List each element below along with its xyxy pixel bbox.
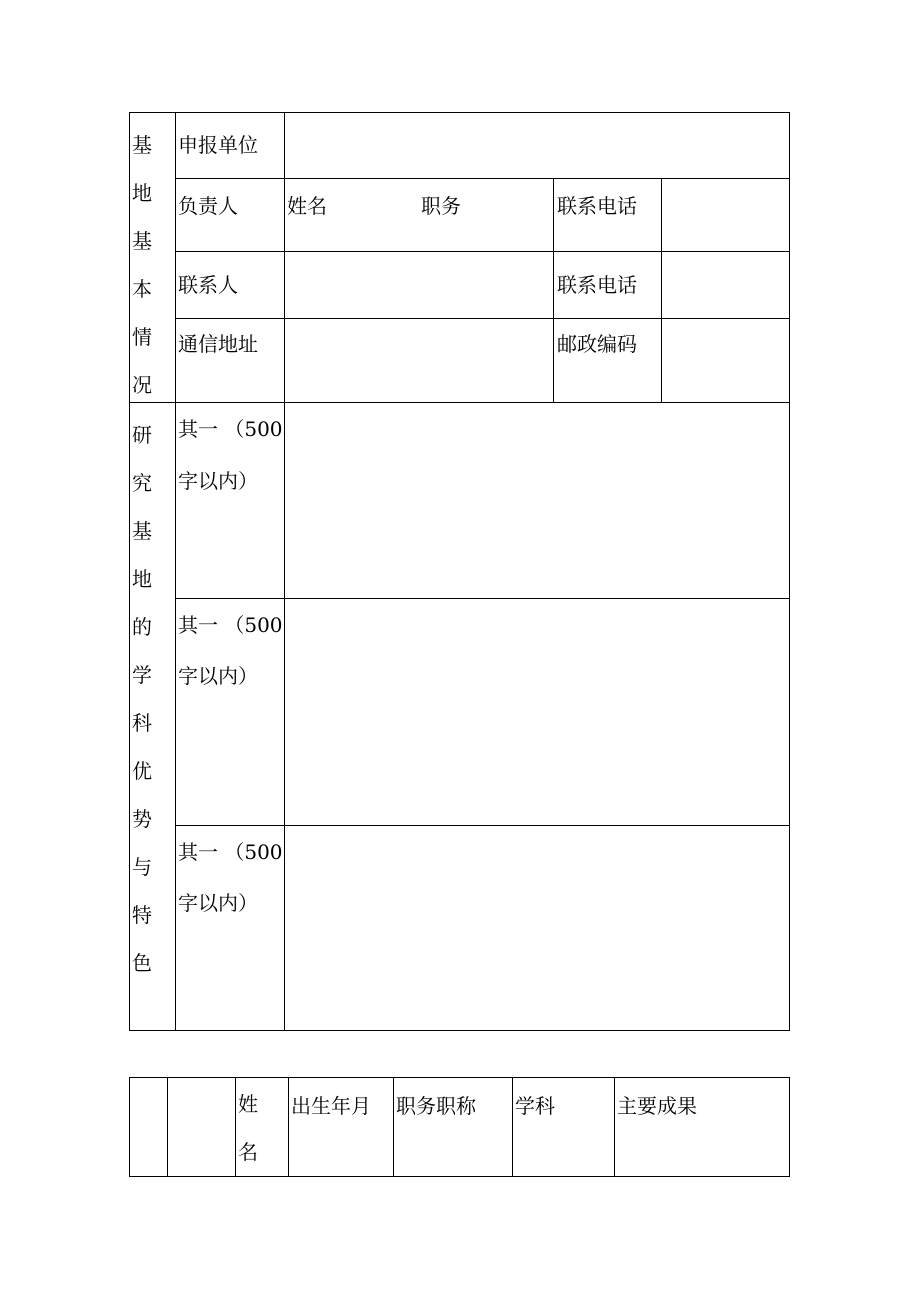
item-2-label: 其一 （500 bbox=[178, 613, 283, 637]
table2-col-line bbox=[288, 1077, 289, 1177]
responsible-person-label: 负责人 bbox=[178, 194, 238, 218]
item-3-label: 其一 （500 bbox=[178, 840, 283, 864]
header-title-position: 职务职称 bbox=[396, 1094, 476, 1118]
postcode-label: 邮政编码 bbox=[557, 332, 637, 356]
contact-phone-field[interactable] bbox=[662, 252, 789, 318]
item-1-label: 其一 （500 bbox=[178, 417, 283, 441]
header-birth-date: 出生年月 bbox=[291, 1094, 371, 1118]
item-2-limit: 字以内） bbox=[178, 664, 258, 688]
header-main-achievements: 主要成果 bbox=[617, 1094, 697, 1118]
item-3-limit: 字以内） bbox=[178, 891, 258, 915]
address-field[interactable] bbox=[285, 319, 553, 402]
table1-border-bottom bbox=[129, 1030, 790, 1031]
table2-col-line bbox=[512, 1077, 513, 1177]
table1-border-left bbox=[129, 112, 130, 1031]
declaring-unit-label: 申报单位 bbox=[178, 133, 258, 157]
table1-col-line bbox=[175, 112, 176, 1031]
position-label: 职务 bbox=[421, 194, 461, 218]
name-label: 姓名 bbox=[287, 194, 327, 218]
item-1-field[interactable] bbox=[285, 403, 789, 598]
table2-col-line bbox=[614, 1077, 615, 1177]
table1-border-right bbox=[789, 112, 790, 1031]
header-discipline: 学科 bbox=[515, 1094, 555, 1118]
item-1-limit: 字以内） bbox=[178, 469, 258, 493]
phone-label: 联系电话 bbox=[557, 273, 637, 297]
table2-border-right bbox=[789, 1077, 790, 1177]
contact-person-label: 联系人 bbox=[178, 273, 238, 297]
table2-border-top bbox=[129, 1077, 790, 1078]
item-3-field[interactable] bbox=[285, 826, 789, 1030]
item-2-field[interactable] bbox=[285, 599, 789, 825]
header-name: 姓名 bbox=[238, 1092, 258, 1164]
table2-col-line bbox=[167, 1077, 168, 1177]
contact-person-field[interactable] bbox=[285, 252, 553, 318]
table2-border-bottom bbox=[129, 1176, 790, 1177]
section-title-basic-info: 基 地 基 本 情 况 bbox=[132, 133, 152, 397]
section-title-discipline-advantages: 研 究 基 地 的 学 科 优 势 与 特 色 bbox=[132, 423, 152, 975]
declaring-unit-field[interactable] bbox=[285, 113, 789, 178]
address-label: 通信地址 bbox=[178, 332, 258, 356]
table1-col-line bbox=[553, 178, 554, 403]
table2-col-line bbox=[393, 1077, 394, 1177]
table2-border-left bbox=[129, 1077, 130, 1177]
postcode-field[interactable] bbox=[662, 319, 789, 402]
phone-label: 联系电话 bbox=[557, 194, 637, 218]
table2-col-line bbox=[235, 1077, 236, 1177]
responsible-phone-field[interactable] bbox=[662, 179, 789, 251]
